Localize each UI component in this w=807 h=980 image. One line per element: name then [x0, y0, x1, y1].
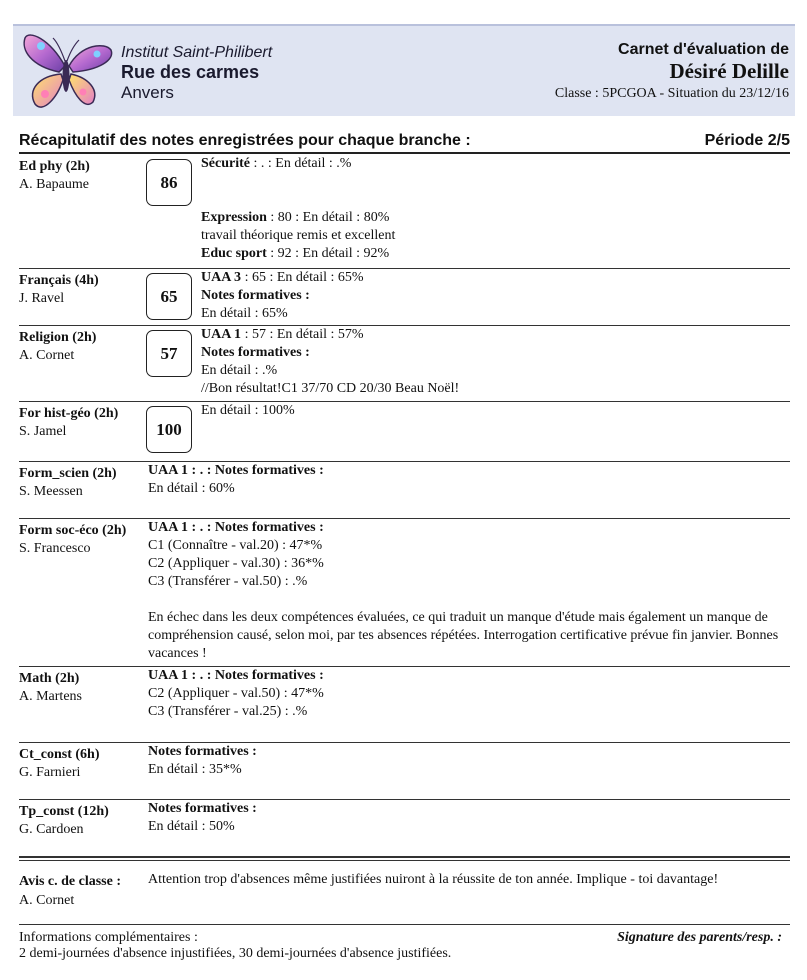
detail-line: [148, 591, 788, 609]
course-detail: [148, 743, 788, 779]
report-header: [13, 24, 795, 116]
course-name: Tp_const (12h): [19, 804, 109, 819]
course-name: Religion (2h): [19, 330, 97, 345]
detail-text: C3 (Transférer - val.25) : .%: [148, 704, 308, 719]
detail-line: [148, 609, 788, 663]
detail-line: [201, 362, 789, 380]
detail-line: [148, 537, 788, 555]
avis-label: Avis c. de classe :: [19, 874, 121, 889]
detail-line: [201, 227, 789, 245]
course-row: [19, 155, 790, 269]
grade-box: 100: [146, 406, 192, 453]
detail-text: En échec dans les deux compétences évaluées, ce qui traduit un manque d'étude mais également un manque de compréhension causé, selon moi, par tes absences répétées. Interrogation certificative prévue fin janvier. Bonnes vacances !: [148, 610, 779, 661]
period-label: Période 2/5: [704, 132, 790, 149]
detail-line: [148, 685, 788, 703]
detail-text: : 92 : En détail : 92%: [266, 246, 390, 261]
summary-title: Récapitulatif des notes enregistrées pour chaque branche :: [19, 132, 471, 149]
detail-text: En détail : 100%: [201, 403, 295, 418]
detail-text: En détail : 60%: [148, 481, 235, 496]
course-detail: [148, 519, 788, 663]
institution-name: Institut Saint-Philibert: [121, 44, 273, 61]
detail-label: UAA 1 : . : Notes formatives :: [148, 520, 324, 535]
additional-info: [19, 930, 790, 962]
detail-text: : 80 : En détail : 80%: [266, 210, 390, 225]
course-detail: [201, 326, 789, 398]
detail-label: Notes formatives :: [148, 801, 257, 816]
course-teacher: A. Bapaume: [19, 177, 89, 192]
detail-label: UAA 3: [201, 270, 242, 285]
detail-text: C2 (Appliquer - val.30) : 36*%: [148, 556, 324, 571]
grade-box: 57: [146, 330, 192, 377]
detail-text: En détail : 35*%: [148, 762, 242, 777]
detail-text: C3 (Transférer - val.50) : .%: [148, 574, 308, 589]
detail-label: UAA 1 : . : Notes formatives :: [148, 668, 324, 683]
detail-line: [201, 191, 789, 209]
course-detail: [201, 269, 789, 323]
avis-text: Attention trop d'absences même justifiées nuiront à la réussite de ton année. Implique - toi davantage!: [148, 872, 719, 887]
course-row: [19, 667, 790, 743]
course-detail: [148, 800, 788, 836]
detail-text: C1 (Connaître - val.20) : 47*%: [148, 538, 323, 553]
detail-line: [148, 761, 788, 779]
detail-line: [148, 800, 788, 818]
course-row: [19, 326, 790, 402]
detail-line: [148, 555, 788, 573]
detail-line: [148, 743, 788, 761]
grade-box: 86: [146, 159, 192, 206]
course-detail: [201, 402, 789, 420]
detail-line: [148, 667, 788, 685]
school-street: Rue des carmes: [121, 62, 260, 82]
course-name: Math (2h): [19, 671, 80, 686]
detail-text: En détail : .%: [201, 363, 278, 378]
detail-line: [201, 326, 789, 344]
detail-text: //Bon résultat!C1 37/70 CD 20/30 Beau Noël!: [201, 381, 460, 396]
detail-line: [201, 402, 789, 420]
course-teacher: J. Ravel: [19, 291, 65, 306]
detail-text: travail théorique remis et excellent: [201, 228, 396, 243]
school-city: Anvers: [121, 83, 174, 102]
avis-teacher: A. Cornet: [19, 893, 75, 908]
detail-label: Expression: [201, 210, 267, 225]
doc-title: Carnet d'évaluation de: [618, 41, 789, 58]
course-teacher: S. Jamel: [19, 424, 67, 439]
detail-text: C2 (Appliquer - val.50) : 47*%: [148, 686, 324, 701]
detail-label: Sécurité: [201, 156, 250, 171]
detail-text: : 57 : En détail : 57%: [241, 327, 364, 342]
parent-signature-label: Signature des parents/resp. :: [617, 930, 782, 945]
course-name: Form soc-éco (2h): [19, 523, 127, 538]
course-row: [19, 402, 790, 462]
course-detail: [201, 155, 789, 263]
detail-line: [201, 209, 789, 227]
course-name: For hist-géo (2h): [19, 406, 119, 421]
detail-line: [201, 287, 789, 305]
course-detail: [148, 462, 788, 498]
detail-line: [148, 818, 788, 836]
detail-line: [148, 573, 788, 591]
detail-line: [201, 305, 789, 323]
detail-label: Notes formatives :: [201, 288, 310, 303]
detail-label: UAA 1 : . : Notes formatives :: [148, 463, 324, 478]
grade-box: 65: [146, 273, 192, 320]
course-teacher: A. Martens: [19, 689, 82, 704]
detail-line: [148, 519, 788, 537]
report-title-block: [555, 40, 789, 105]
student-name: Désiré Delille: [669, 59, 789, 83]
course-teacher: G. Cardoen: [19, 822, 84, 837]
course-teacher: S. Meessen: [19, 484, 83, 499]
summary-heading: [19, 130, 790, 154]
course-name: Ct_const (6h): [19, 747, 100, 762]
course-row: [19, 519, 790, 667]
course-row: [19, 269, 790, 326]
course-row: [19, 800, 790, 857]
detail-text: : 65 : En détail : 65%: [241, 270, 364, 285]
detail-line: [148, 703, 788, 721]
class-line: Classe : 5PCGOA - Situation du 23/12/16: [554, 86, 789, 101]
detail-line: [148, 480, 788, 498]
info-text: 2 demi-journées d'absence injustifiées, 30 demi-journées d'absence justifiées.: [19, 946, 452, 961]
detail-text: En détail : 65%: [201, 306, 288, 321]
detail-line: [148, 462, 788, 480]
course-detail: [148, 667, 788, 721]
detail-text: : . : En détail : .%: [249, 156, 352, 171]
course-teacher: A. Cornet: [19, 348, 75, 363]
detail-label: Notes formatives :: [148, 744, 257, 759]
detail-text: En détail : 50%: [148, 819, 235, 834]
detail-line: [201, 269, 789, 287]
course-row: [19, 462, 790, 519]
course-row: [19, 743, 790, 800]
class-council-opinion: [19, 857, 790, 925]
detail-line: [201, 344, 789, 362]
detail-label: Educ sport: [201, 246, 267, 261]
school-info: [121, 43, 272, 102]
course-name: Français (4h): [19, 273, 99, 288]
course-teacher: S. Francesco: [19, 541, 91, 556]
info-label: Informations complémentaires :: [19, 930, 198, 945]
butterfly-logo-icon: [19, 28, 115, 116]
course-teacher: G. Farnieri: [19, 765, 81, 780]
detail-label: UAA 1: [201, 327, 242, 342]
detail-line: [201, 245, 789, 263]
detail-label: Notes formatives :: [201, 345, 310, 360]
detail-line: [201, 173, 789, 191]
course-name: Ed phy (2h): [19, 159, 90, 174]
detail-line: [201, 155, 789, 173]
course-name: Form_scien (2h): [19, 466, 117, 481]
detail-line: [201, 380, 789, 398]
